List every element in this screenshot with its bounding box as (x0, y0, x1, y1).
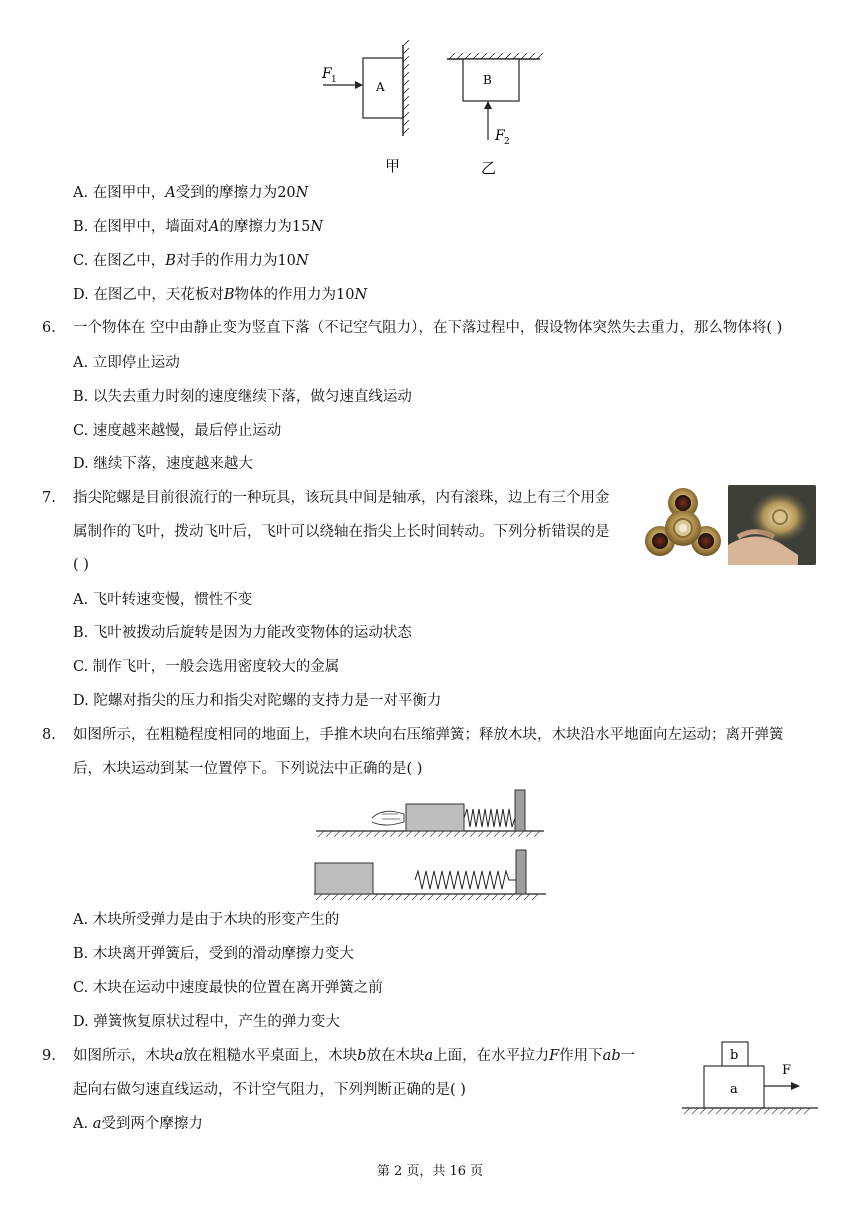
q7-option-a[interactable]: A. 飞叶转速变慢，惯性不变 (73, 592, 253, 608)
q5-option-c[interactable]: C. 在图乙中，B对手的作用力为10N (73, 253, 309, 269)
q6-option-d[interactable]: D. 继续下落，速度越来越大 (73, 456, 253, 472)
q9-number: 9. (42, 1048, 56, 1064)
q8-number: 8. (42, 727, 56, 743)
q6-option-c[interactable]: C. 速度越来越慢，最后停止运动 (73, 423, 282, 439)
page-footer: 第 2 页，共 16 页 (376, 1164, 484, 1179)
q5-option-d[interactable]: D. 在图乙中，天花板对B物体的作用力为10N (73, 287, 368, 303)
q7-stem-line2: 属制作的飞叶，拨动飞叶后，飞叶可以绕轴在指尖上长时间转动。下列分析错误的是 (73, 524, 610, 540)
figure-q5-wall-ceiling (315, 40, 555, 185)
q8-stem-line2: 后，木块运动到某一位置停下。下列说法中正确的是( ) (73, 761, 423, 777)
block-b-fig-label: b (730, 1048, 739, 1063)
q9-stem-line1: 如图所示，木块a放在粗糙水平桌面上，木块b放在木块a上面，在水平拉力F作用下ab一 (73, 1048, 636, 1064)
spinner-photo-2 (728, 485, 816, 565)
q8-stem-line1: 如图所示，在粗糙程度相同的地面上，手推木块向右压缩弹簧；释放木块，木块沿水平地面向左运动；离开弹簧 (73, 727, 784, 743)
q9-stem-line2: 起向右做匀速直线运动，不计空气阻力，下列判断正确的是( ) (73, 1082, 466, 1098)
block-b-label: B (483, 73, 492, 87)
spinner-photo-1 (642, 485, 724, 565)
figure-q8-spring-block (312, 786, 548, 902)
block-a-fig-label: a (730, 1082, 738, 1097)
f2-subscript: 2 (504, 137, 510, 147)
q7-option-d[interactable]: D. 陀螺对指尖的压力和指尖对陀螺的支持力是一对平衡力 (73, 693, 442, 709)
f1-label: F (322, 66, 332, 82)
figure-q9-stacked-blocks (680, 1038, 820, 1118)
q8-option-b[interactable]: B. 木块离开弹簧后，受到的滑动摩擦力变大 (73, 946, 354, 962)
force-f-label: F (782, 1063, 792, 1078)
q7-number: 7. (42, 490, 56, 506)
caption-yi: 乙 (481, 159, 497, 177)
caption-jia: 甲 (385, 157, 401, 175)
f1-subscript: 1 (331, 75, 337, 85)
f2-label: F (495, 128, 505, 144)
q8-option-a[interactable]: A. 木块所受弹力是由于木块的形变产生的 (73, 912, 340, 928)
q6-number: 6. (42, 320, 56, 336)
q8-option-d[interactable]: D. 弹簧恢复原状过程中，产生的弹力变大 (73, 1014, 340, 1030)
q7-option-c[interactable]: C. 制作飞叶，一般会选用密度较大的金属 (73, 659, 340, 675)
block-a-label: A (376, 80, 385, 94)
q8-option-c[interactable]: C. 木块在运动中速度最快的位置在离开弹簧之前 (73, 980, 383, 996)
q7-stem-line1: 指尖陀螺是目前很流行的一种玩具，该玩具中间是轴承，内有滚珠，边上有三个用金 (73, 490, 610, 506)
q6-option-a[interactable]: A. 立即停止运动 (73, 355, 180, 371)
q7-option-b[interactable]: B. 飞叶被拨动后旋转是因为力能改变物体的运动状态 (73, 625, 412, 641)
q7-stem-line3: ( ) (73, 557, 89, 573)
q6-stem: 一个物体在 空中由静止变为竖直下落（不记空气阻力），在下落过程中，假设物体突然失去重力，那么物体将( ) (73, 320, 783, 336)
q9-option-a[interactable]: A. a受到两个摩擦力 (73, 1116, 203, 1132)
q6-option-b[interactable]: B. 以失去重力时刻的速度继续下落，做匀速直线运动 (73, 389, 412, 405)
q5-option-b[interactable]: B. 在图甲中，墙面对A的摩擦力为15N (73, 219, 323, 235)
q5-option-a[interactable]: A. 在图甲中，A受到的摩擦力为20N (73, 185, 309, 201)
